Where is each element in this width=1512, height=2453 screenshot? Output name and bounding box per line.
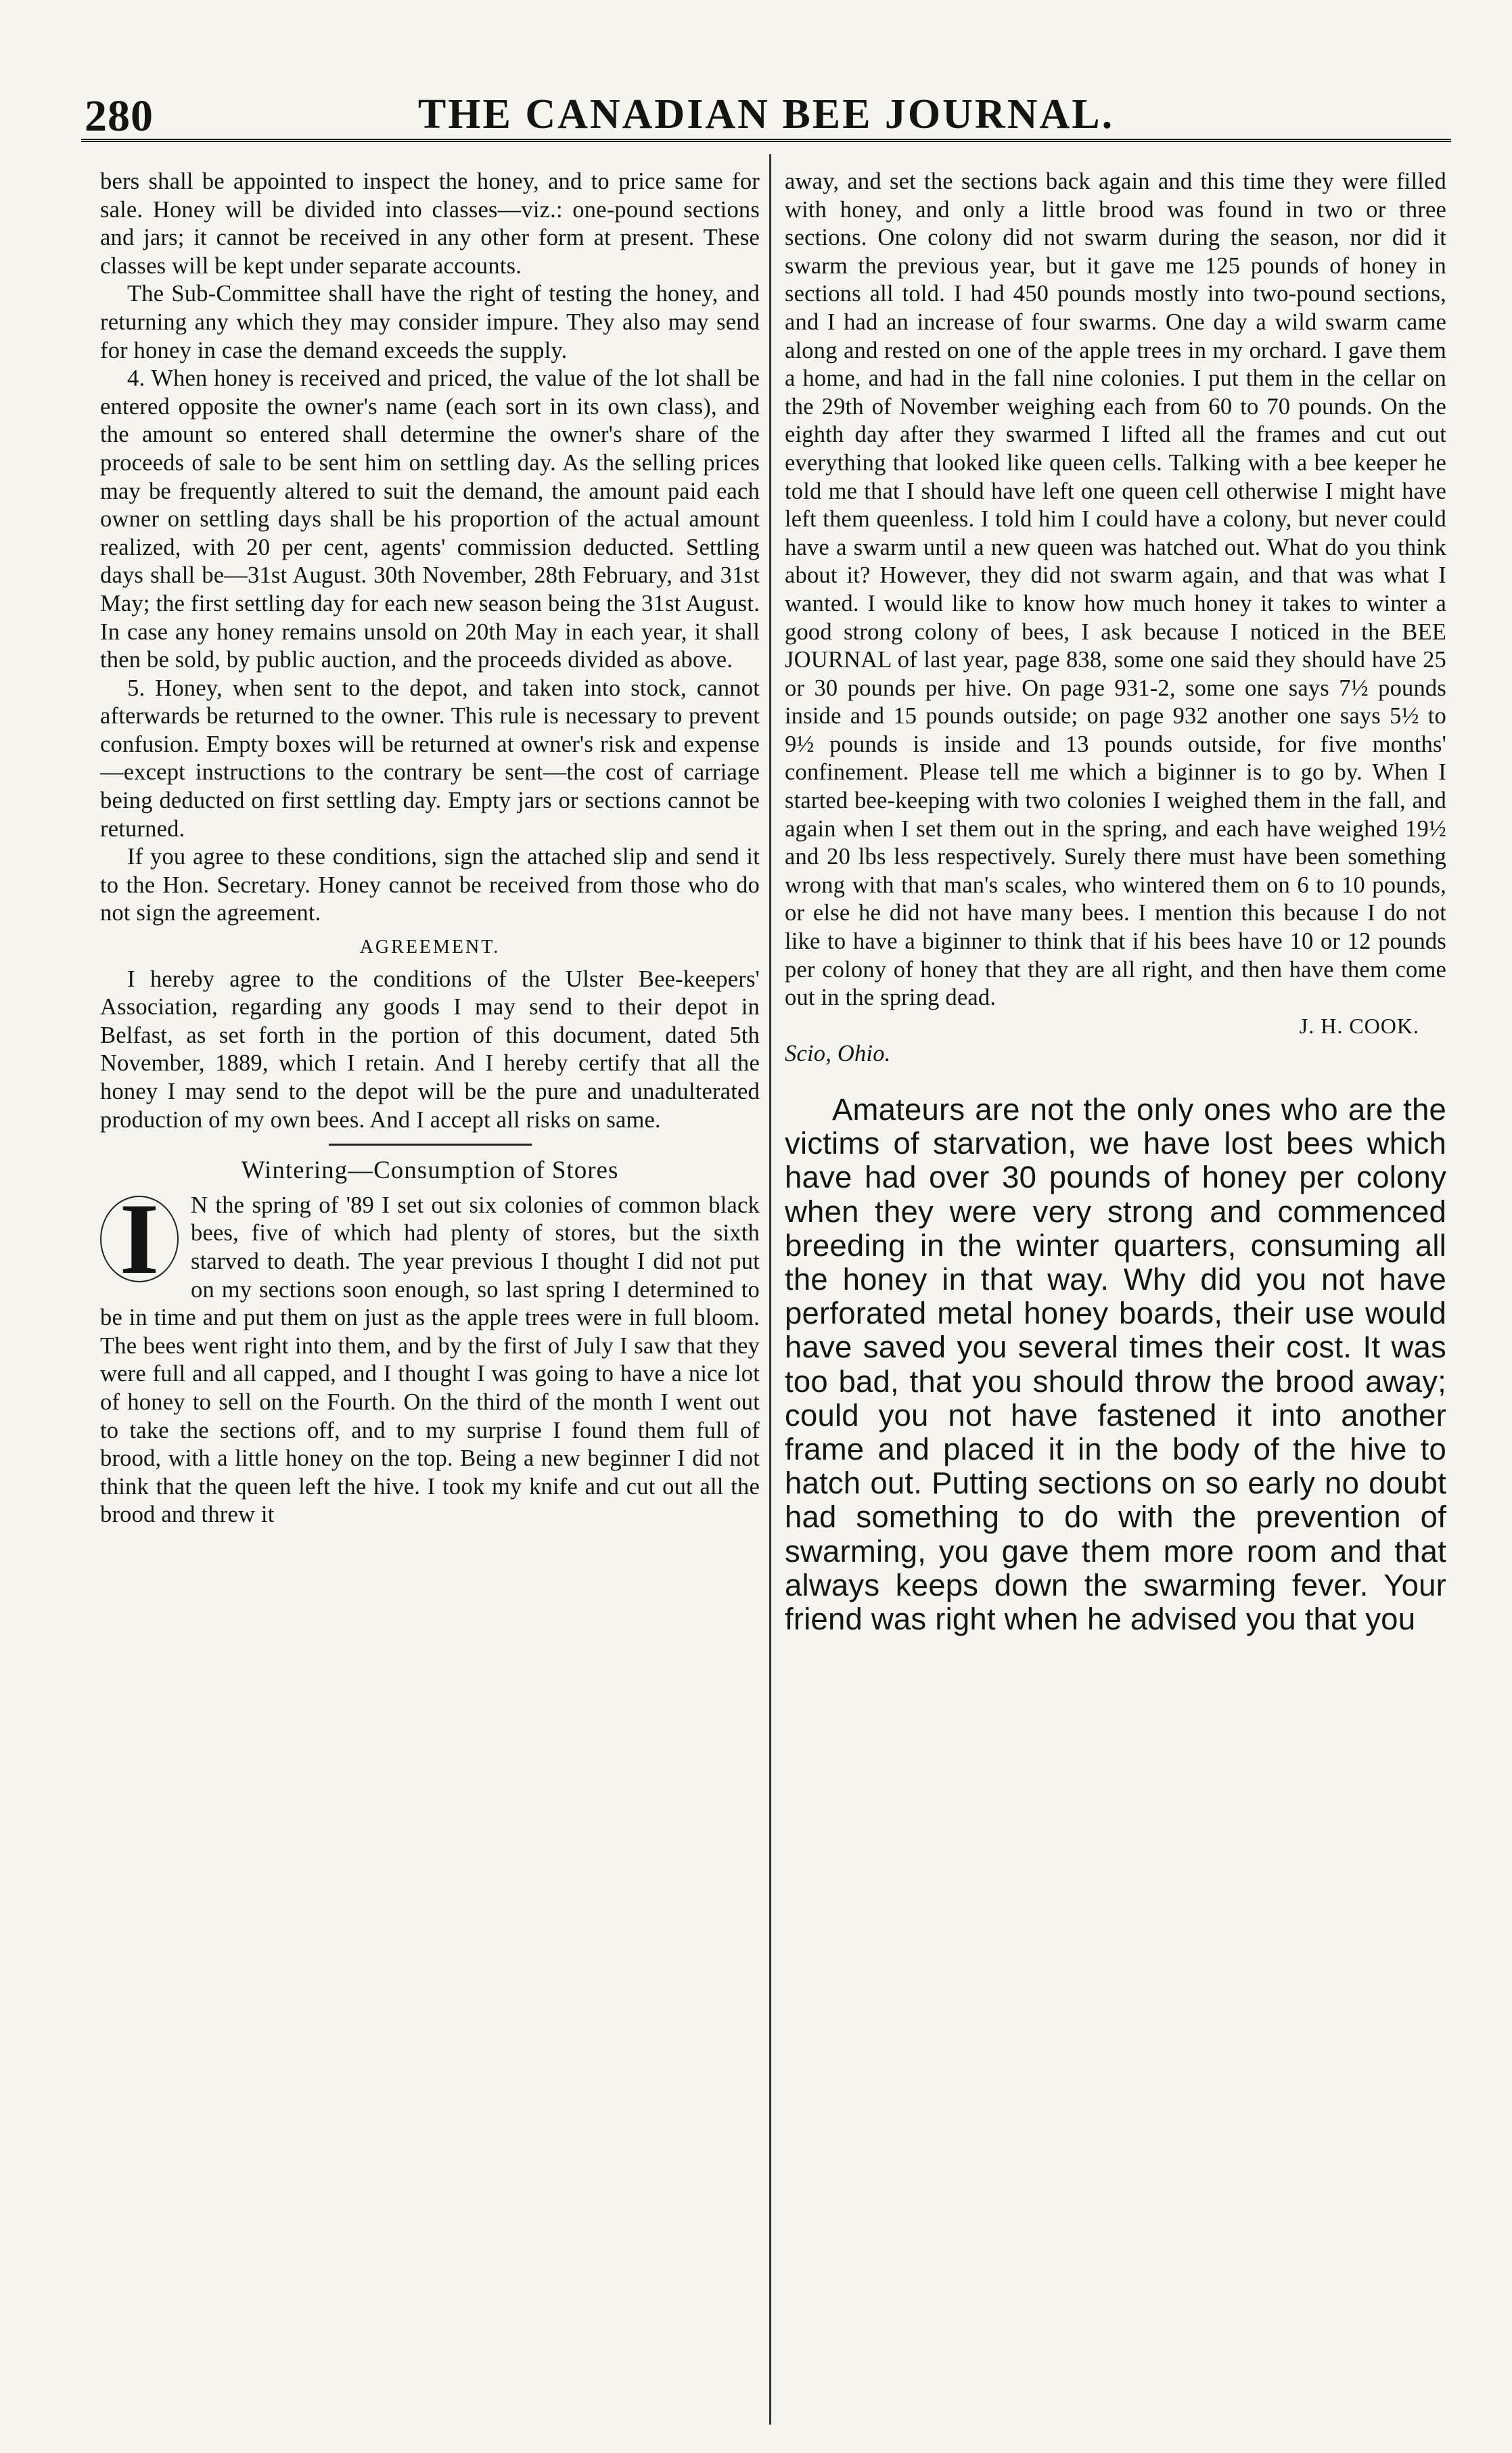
rule-4-paragraph: 4. When honey is received and priced, the value of the lot shall be entered opposite the owner's name (each sort in its own class), and the amount so entered shall determine the owner's share of the proceeds of sale to be sent him on settling day. As the selling prices may be frequently altered to suit the demand, the amount paid each owner on settling days shall be his proportion of the actual amount realized, with 20 per cent, agents' commission deducted. Settling days shall be—31st August. 30th November, 28th February, and 31st May; the first settling day for each new season being the 31st August. In case any honey remains unsold on 20th May in each year, it shall then be sold, by public auction, and the proceeds divided as above. [100,365,760,673]
rule-5-paragraph: 5. Honey, when sent to the depot, and taken into stock, cannot afterwards be returned to the owner. This rule is necessary to prevent confusion. Empty boxes will be returned at owner's risk and expense—except instructions to the contrary be sent—the cost of carriage being deducted on first settling day. Empty jars or sections cannot be returned. [100,675,760,842]
heading-spacer [100,1185,760,1192]
author-signature: J. H. COOK. [1299,1013,1419,1038]
journal-title: THE CANADIAN BEE JOURNAL. [417,91,1115,137]
sub-committee-paragraph: The Sub-Committee shall have the right of testing the honey, and returning any which they may consider impure. They also may send for honey in case the demand exceeds the supply. [100,281,760,363]
section-divider [329,1144,532,1146]
header-rule [81,139,1451,142]
left-column [100,168,760,1529]
author-location: Scio, Ohio. [785,1041,891,1067]
right-column [785,168,1446,1636]
letter-continued-paragraph: away, and set the sections back again and this time they were filled with honey, and only a little brood was found in two or three sections. One colony did not swarm during the season, nor did it swarm the previous year, but it gave me 125 pounds of honey in sections all told. I had 450 pounds mostly into two-pound sections, and I had an increase of four swarms. One day a wild swarm came along and rested on one of the apple trees in my orchard. I gave them a home, and had in the fall nine colonies. I put them in the cellar on the 29th of November weighing each from 60 to 70 pounds. On the eighth day after they swarmed I lifted all the frames and cut out everything that looked like queen cells. Talking with a bee keeper he told me that I should have left one queen cell otherwise I might have left them queenless. I told him I could have a colony, but never could have a swarm until a new queen was hatched out. What do you think about it? However, they did not swarm again, and that was what I wanted. I would like to know how much honey it takes to winter a good strong colony of bees, I ask because I noticed in the BEE JOURNAL of last year, page 838, some one said they should have 25 or 30 pounds per hive. On page 931-2, some one says 7½ pounds inside and 15 pounds outside; on page 932 another one says 5½ to 9½ pounds is inside and 13 pounds outside, for five months' confinement. Please tell me which a biginner is to go by. When I started bee-keeping with two colonies I weighed them in the fall, and again when I set them out in the spring, and each have weighed 19½ and 20 lbs less respectively. Surely there must have been something wrong with that man's scales, who wintered them on 6 to 10 pounds, or else he did not have many bees. I mention this because I do not like to have a biginner to think that if his bees have 10 or 12 pounds per colony of honey that they are all right, and then have them come out in the spring dead. [785,168,1446,1011]
agreement-paragraph: I hereby agree to the conditions of the Ulster Bee-keepers' Association, regarding any goods I may send to their depot in Belfast, as set forth in the portion of this document, dated 5th November, 1889, which I retain. And I hereby certify that all the honey I may send to the depot will be the pure and unadulterated production of my own bees. And I accept all risks on same. [100,966,760,1133]
agreement-heading: AGREEMENT. [359,937,501,958]
column-divider [769,154,771,2425]
editor-comment-text: Amateurs are not the only ones who are the victims of starvation, we have lost bees which have had over 30 pounds of honey per colony when they were very strong and commenced breeding in the winter quarters, consuming all the honey in that way. Why did you not have perforated metal honey boards, their use would have saved you several times their cost. It was too bad, that you should throw the brood away; could you not have fastened it into another frame and placed it in the body of the hive to hatch out. Putting sections on so early no doubt had something to do with the prevention of swarming, you gave them more room and that always keeps down the swarming fever. Your friend was right when he advised you that you [785,1092,1446,1637]
conditions-paragraph: If you agree to these conditions, sign the attached slip and send it to the Hon. Secretary. Honey cannot be received from those who do not sign the agreement. [100,844,760,926]
rules-paragraph-continued: bers shall be appointed to inspect the honey, and to price same for sale. Honey will be divided into classes—viz.: one-pound sections and jars; it cannot be received in any other form at present. These classes will be kept under separate accounts. [100,168,760,279]
article-opening-paragraph [100,1182,760,1529]
editor-comment [785,1093,1446,1636]
article-heading: Wintering—Consumption of Stores [241,1156,619,1185]
page-number: 280 [85,91,154,141]
drop-cap-letter: I [100,1196,179,1282]
article-opening-text: N the spring of '89 I set out six colonies of common black bees, five of which had plenty of stores, but the sixth starved to death. The year previous I thought I did not put on my sections soon enough, so last spring I determined to be in time and put them on just as the apple trees were in full bloom. The bees went right into them, and by the first of July I saw that they were full and all capped, and I thought I was going to have a nice lot of honey to sell on the Fourth. On the third of the month I went out to take the sections off, and to my surprise I found them full of brood, with a little honey on the top. Being a new beginner I did not think that the queen left the hive. I took my knife and cut out all the brood and threw it [100,1192,760,1528]
